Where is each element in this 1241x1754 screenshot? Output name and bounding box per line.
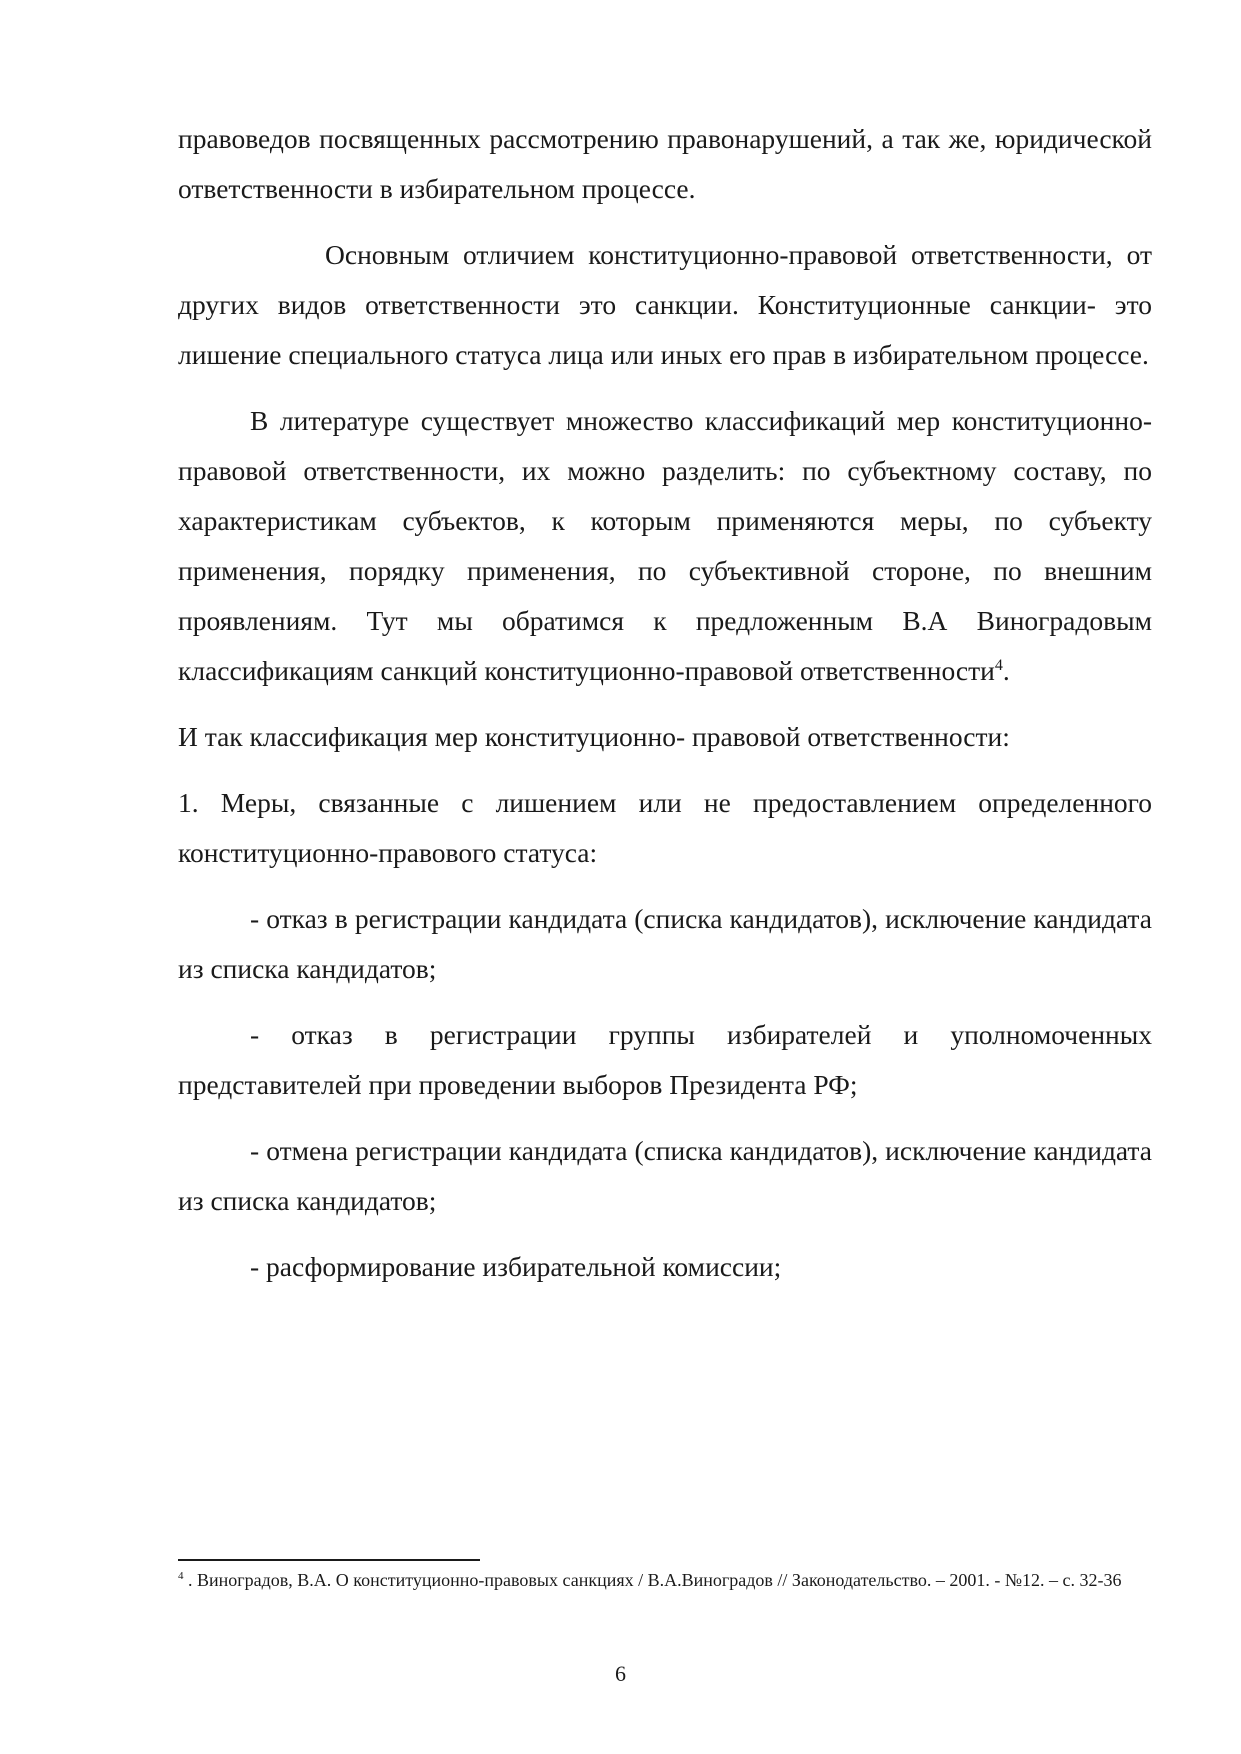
footnote-text: . Виноградов, В.А. О конституционно-правовых санкциях / В.А.Виноградов // Законодательство. – 2001. - №12. – с. 32-36	[183, 1570, 1122, 1590]
footnote-separator	[178, 1559, 480, 1561]
list-item: - расформирование избирательной комиссии;	[250, 1251, 782, 1282]
body-text	[178, 114, 1152, 1292]
list-item: - отмена регистрации кандидата (списка кандидатов), исключение кандидата из списка кандидатов;	[178, 1135, 1152, 1216]
footnote-number: 4	[178, 1570, 184, 1582]
list-heading-1: 1. Меры, связанные с лишением или не предоставлением определенного конституционно-правового статуса:	[178, 787, 1152, 868]
paragraph-classifications	[178, 396, 1152, 696]
paragraph-end-punct: .	[1002, 655, 1010, 686]
paragraph-classifications-text: В литературе существует множество классификаций мер конституционно-правовой ответственности, их можно разделить: по субъектному составу, по характеристикам субъектов, к которым применяются меры, по субъекту применения, порядку применения, по субъективной стороне, по внешним проявлениям. Тут мы обратимся к предложенным В.А Виноградовым классификациям санкций конституционно-правовой ответственности	[178, 405, 1152, 686]
paragraph-sanctions: Основным отличием конституционно-правовой ответственности, от других видов ответственности это санкции. Конституционные санкции- это лишение специального статуса лица или иных его прав в избирательном процессе.	[178, 239, 1152, 370]
footnote	[178, 1567, 1146, 1593]
list-item: - отказ в регистрации кандидата (списка кандидатов), исключение кандидата из списка кандидатов;	[178, 903, 1152, 984]
paragraph-classification-heading: И так классификация мер конституционно- правовой ответственности:	[178, 721, 1010, 752]
page-number: 6	[615, 1661, 626, 1686]
paragraph-intro: правоведов посвященных рассмотрению правонарушений, а так же, юридической ответственности в избирательном процессе.	[178, 123, 1152, 204]
list-item: - отказ в регистрации группы избирателей и уполномоченных представителей при проведении выборов Президента РФ;	[178, 1019, 1152, 1100]
footnote-reference[interactable]: 4	[994, 656, 1003, 674]
